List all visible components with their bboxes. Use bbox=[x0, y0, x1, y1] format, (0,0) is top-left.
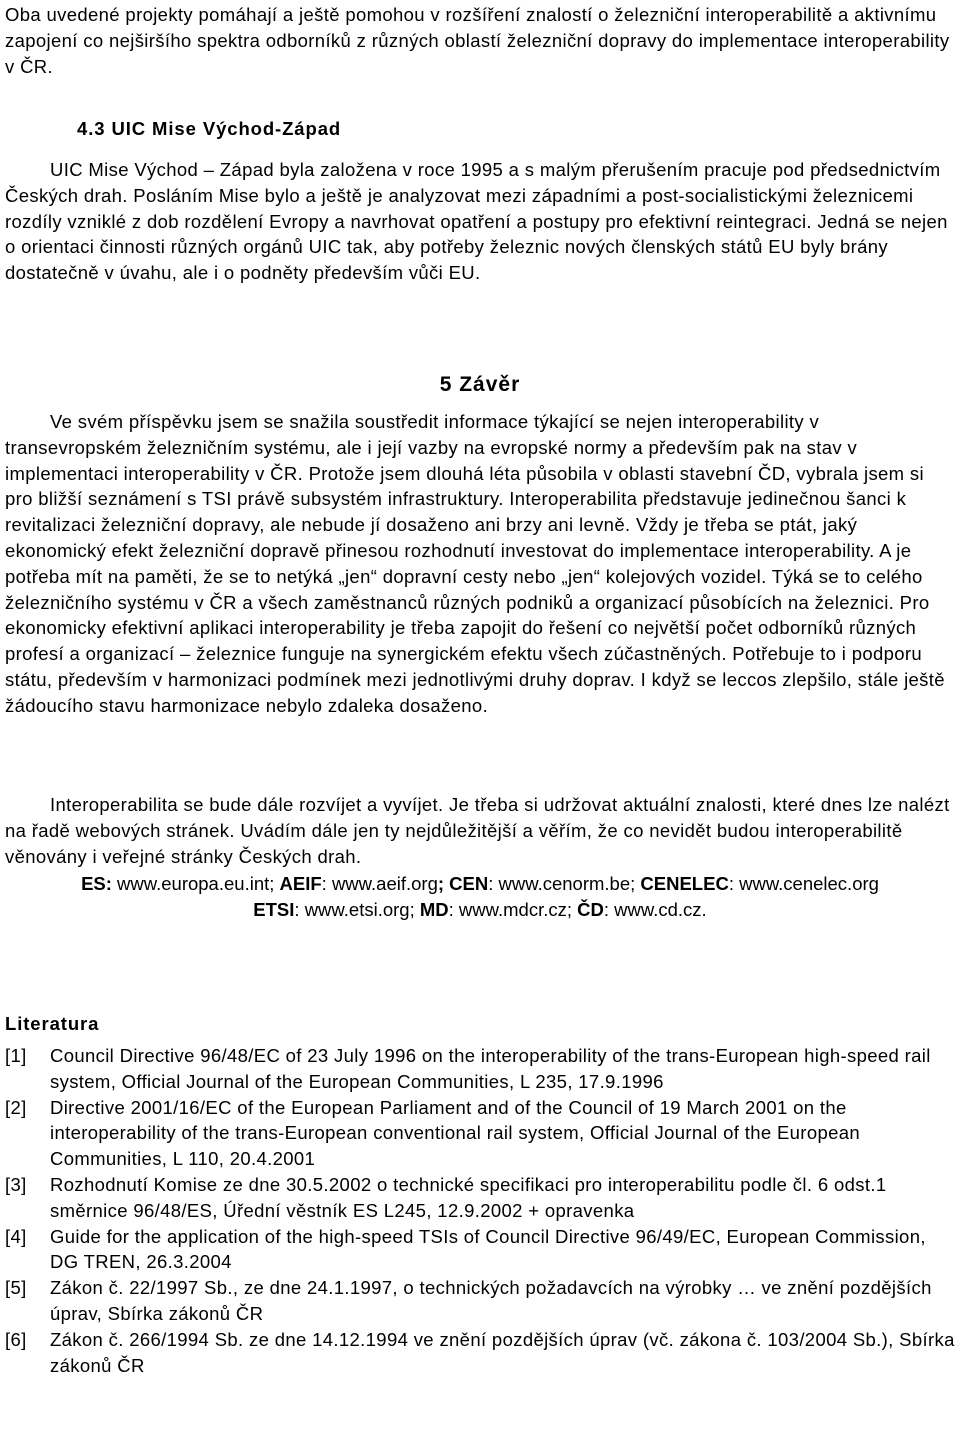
link-aeif[interactable]: : www.aeif.org bbox=[321, 873, 438, 894]
reference-text: Directive 2001/16/EC of the European Parliament and of the Council of 19 March 2001 on the interoperability of the trans-European conventional rail system, Official Journal of the European Communities, L 110, 20.4.2001 bbox=[50, 1096, 861, 1170]
reference-list bbox=[5, 1043, 955, 1378]
reference-text: Zákon č. 266/1994 Sb. ze dne 14.12.1994 ve znění pozdějších úprav (vč. zákona č. 103/2004 Sb.), Sbírka zákonů ČR bbox=[50, 1328, 955, 1376]
reference-number: [1] bbox=[5, 1045, 27, 1066]
conclusion-paragraph-2: Interoperabilita se bude dále rozvíjet a vyvíjet. Je třeba si udržovat aktuální znalosti, které dnes lze nalézt na řadě webových stránek. Uvádím dále jen ty nejdůležitější a věřím, že co nevidět budou interoperabilitě věnovány i veřejné stránky Českých drah. bbox=[5, 794, 950, 867]
link-label-etsi: ETSI bbox=[253, 898, 295, 920]
link-label-cenelec: CENELEC bbox=[640, 873, 729, 894]
link-label-aeif: AEIF bbox=[279, 873, 322, 894]
reference-item bbox=[5, 1095, 955, 1172]
link-cd[interactable]: : www.cd.cz. bbox=[603, 898, 707, 920]
links-line-2 bbox=[5, 897, 955, 923]
link-es[interactable]: www.europa.eu.int; bbox=[111, 873, 275, 894]
reference-item bbox=[5, 1043, 955, 1095]
intro-paragraph: Oba uvedené projekty pomáhají a ještě pomohou v rozšíření znalostí o železniční interoperabilitě a aktivnímu zapojení co nejširšího spektra odborníků z různých oblastí železniční dopravy do implementace interoperability v ČR. bbox=[5, 4, 950, 77]
reference-text: Guide for the application of the high-speed TSIs of Council Directive 96/49/EC, European Commission, DG TREN, 26.3.2004 bbox=[50, 1225, 926, 1273]
section-heading-4-3: 4.3 UIC Mise Východ-Západ bbox=[77, 118, 342, 139]
literature-heading: Literatura bbox=[5, 1013, 100, 1034]
section-heading-5: 5 Závěr bbox=[439, 373, 521, 396]
links-line-1 bbox=[5, 871, 955, 897]
link-label-cd: ČD bbox=[577, 898, 604, 920]
reference-item bbox=[5, 1172, 955, 1224]
links-block bbox=[5, 871, 955, 923]
link-label-md: MD bbox=[419, 898, 449, 920]
link-md[interactable]: : www.mdcr.cz; bbox=[448, 898, 572, 920]
reference-item bbox=[5, 1275, 955, 1327]
section-4-3-paragraph: UIC Mise Východ – Západ byla založena v roce 1995 a s malým přerušením pracuje pod předsednictvím Českých drah. Posláním Mise bylo a ještě je analyzovat mezi západními a post-socialistickými železnicemi rozdíly vzniklé z dob rozdělení Evropy a navrhovat opatření a postupy pro efektivní reintegraci. Jedná se nejen o orientaci činnosti různých orgánů UIC tak, aby potřeby železnic nových členských států EU byly brány dostatečně v úvahu, ale i o podněty především vůči EU. bbox=[5, 159, 948, 284]
link-etsi[interactable]: : www.etsi.org; bbox=[294, 898, 415, 920]
link-cenelec[interactable]: : www.cenelec.org bbox=[728, 873, 879, 894]
conclusion-paragraph-1: Ve svém příspěvku jsem se snažila soustředit informace týkající se nejen interoperability v transevropském železničním systému, ale i její vazby na evropské normy a především pak na stav v implementaci interoperability v ČR. Protože jsem dlouhá léta působila v oblasti stavební ČD, vybrala jsem si pro bližší seznámení s TSI právě subsystém infrastruktury. Interoperabilita představuje jedinečnou šanci k revitalizaci železniční dopravy, ale nebude jí dosaženo ani brzy ani levně. Vždy je třeba se ptát, jaký ekonomický efekt železniční dopravě přinesou rozhodnutí investovat do implementace interoperability. A je potřeba mít na paměti, že se to netýká „jen“ dopravní cesty nebo „jen“ kolejových vozidel. Týká se to celého železničního systému v ČR a všech zaměstnanců různých podniků a organizací působících na železnici. Pro ekonomicky efektivní aplikaci interoperability je třeba zapojit do řešení co největší počet odborníků různých profesí a organizací – železnice funguje na synergickém efektu všech zúčastněných. Potřebuje to i podporu státu, především v harmonizaci podmínek mezi jednotlivými druhy doprav. I když se leccos zlepšilo, stále ještě žádoucího stavu harmonizace nebylo zdaleka dosaženo. bbox=[5, 411, 945, 716]
reference-number: [5] bbox=[5, 1277, 27, 1299]
reference-item bbox=[5, 1327, 955, 1379]
reference-number: [3] bbox=[5, 1173, 27, 1195]
link-cen[interactable]: : www.cenorm.be; bbox=[488, 873, 636, 894]
reference-item bbox=[5, 1224, 955, 1276]
link-separator: ; bbox=[437, 873, 445, 894]
reference-number: [2] bbox=[5, 1096, 27, 1118]
reference-number: [4] bbox=[5, 1225, 27, 1247]
link-label-es: ES: bbox=[81, 873, 112, 894]
reference-number: [6] bbox=[5, 1328, 27, 1350]
reference-text: Council Directive 96/48/EC of 23 July 1996 on the interoperability of the trans-European high-speed rail system, Official Journal of the European Communities, L 235, 17.9.1996 bbox=[50, 1045, 931, 1092]
link-label-cen: CEN bbox=[449, 873, 489, 894]
reference-text: Rozhodnutí Komise ze dne 30.5.2002 o technické specifikaci pro interoperabilitu podle čl. 6 odst.1 směrnice 96/48/ES, Úřední věstník ES L245, 12.9.2002 + opravenka bbox=[50, 1173, 887, 1221]
reference-text: Zákon č. 22/1997 Sb., ze dne 24.1.1997, o technických požadavcích na výrobky … ve znění pozdějších úprav, Sbírka zákonů ČR bbox=[50, 1277, 932, 1324]
